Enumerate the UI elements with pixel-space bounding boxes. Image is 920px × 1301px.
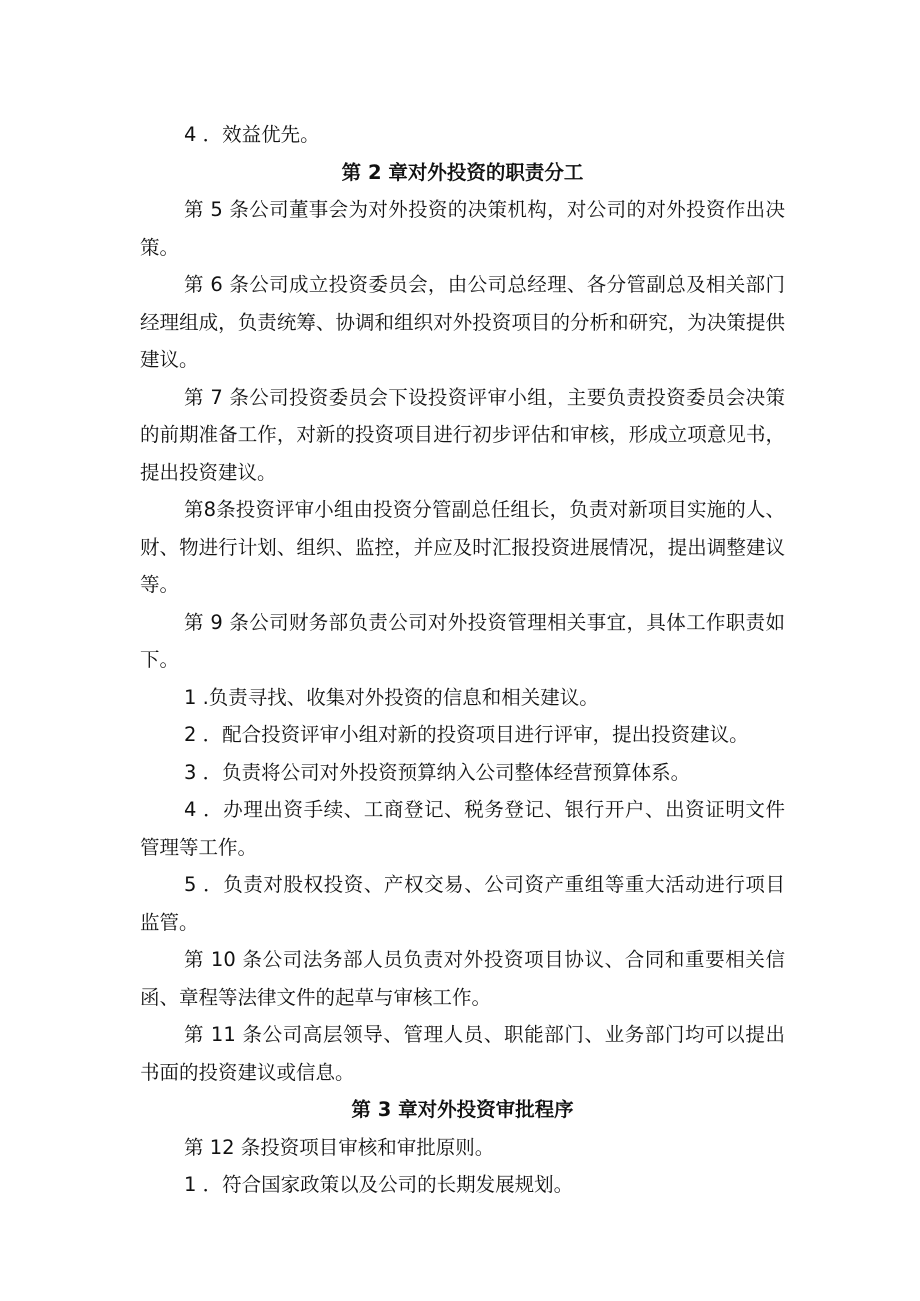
article-paragraph: 第 6 条公司成立投资委员会，由公司总经理、各分管副总及相关部门经理组成，负责统筹、协调和组织对外投资项目的分析和研究，为决策提供建议。 (140, 273, 785, 371)
list-item: 1 .负责寻找、收集对外投资的信息和相关建议。 (184, 685, 599, 709)
list-item: 4 ．办理出资手续、工商登记、税务登记、银行开户、出资证明文件管理等工作。 (140, 798, 785, 859)
list-item: 3 ．负责将公司对外投资预算纳入公司整体经营预算体系。 (184, 760, 691, 784)
list-item: 4 ．效益优先。 (184, 123, 320, 146)
chapter-heading: 第 3 章对外投资审批程序 (351, 1098, 574, 1121)
document-page (140, 116, 785, 1204)
list-item: 5 ．负责对股权投资、产权交易、公司资产重组等重大活动进行项目监管。 (140, 873, 785, 934)
article-paragraph: 第 12 条投资项目审核和审批原则。 (184, 1135, 495, 1159)
article-paragraph: 第8条投资评审小组由投资分管副总任组长，负责对新项目实施的人、财、物进行计划、组织、监控，并应及时汇报投资进展情况，提出调整建议等。 (140, 498, 785, 596)
article-paragraph: 第 10 条公司法务部人员负责对外投资项目协议、合同和重要相关信函、章程等法律文件的起草与审核工作。 (140, 948, 785, 1009)
chapter-heading: 第 2 章对外投资的职责分工 (341, 160, 584, 184)
list-item: 2 ．配合投资评审小组对新的投资项目进行评审，提出投资建议。 (184, 723, 749, 746)
list-item: 1 ．符合国家政策以及公司的长期发展规划。 (184, 1173, 574, 1196)
article-paragraph: 第 9 条公司财务部负责公司对外投资管理相关事宜，具体工作职责如下。 (140, 610, 785, 671)
article-paragraph: 第 5 条公司董事会为对外投资的决策机构，对公司的对外投资作出决策。 (140, 198, 785, 259)
article-paragraph: 第 11 条公司高层领导、管理人员、职能部门、业务部门均可以提出书面的投资建议或信息。 (140, 1023, 785, 1084)
article-paragraph: 第 7 条公司投资委员会下设投资评审小组，主要负责投资委员会决策的前期准备工作，对新的投资项目进行初步评估和审核，形成立项意见书，提出投资建议。 (140, 385, 785, 484)
